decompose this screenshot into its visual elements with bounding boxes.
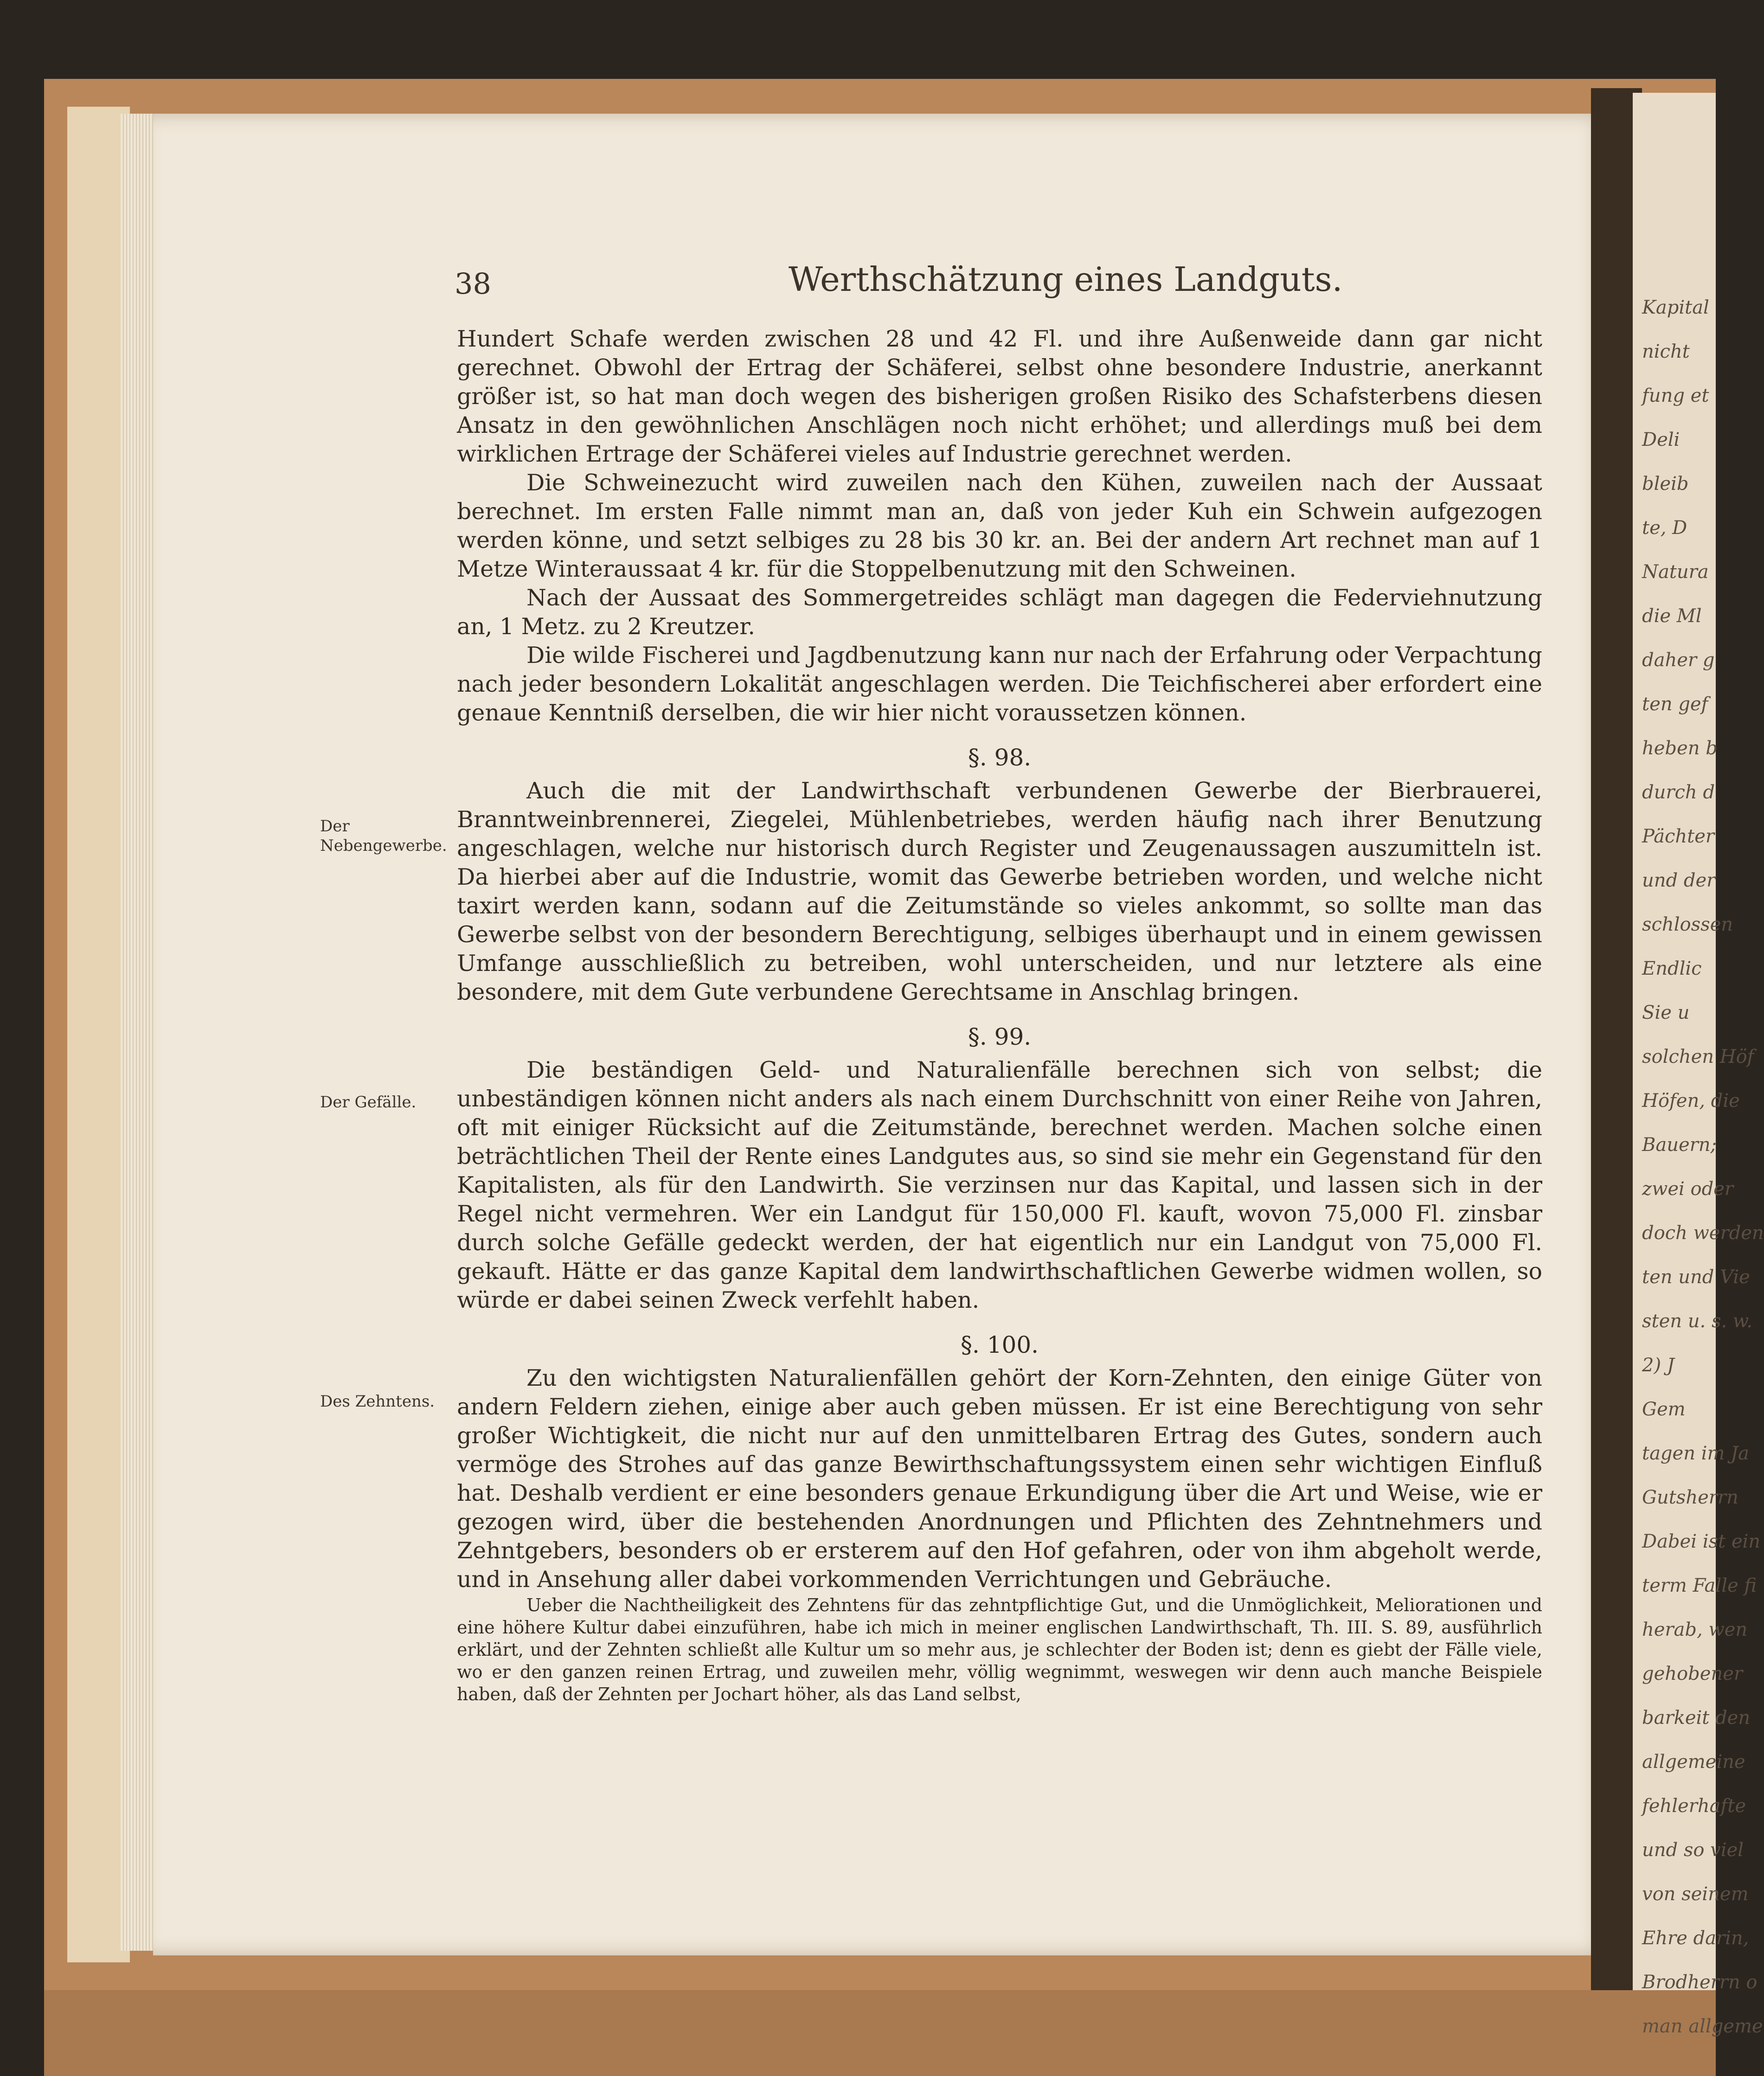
facing-page-fragment: gehobener <box>1642 1663 1743 1684</box>
margin-note-zehntens: Des Zehntens. <box>320 1392 435 1411</box>
paragraph-trades: Auch die mit der Landwirthschaft verbundenen Gewerbe der Bierbrauerei, Branntweinbrennerei, Ziegelei, Mühlenbetriebes, werden häufig nach ihrer Benutzung angeschlagen, welche nur historisch durch Register und Zeugenaussagen auszumitteln ist. Da hierbei aber auf die Industrie, womit das Gewerbe betrieben worden, und welche nicht taxirt werden kann, sodann auf die Zeitumstände so vieles ankommt, so sollte man das Gewerbe selbst von der besondern Berechtigung, selbiges überhaupt und in einem gewissen Umfange ausschließlich zu betreiben, wohl unterscheiden, und nur letztere als eine besondere, mit dem Gute verbundene Gerechtsame in Anschlag bringen. <box>457 778 1542 1005</box>
facing-page-fragment: durch d <box>1642 782 1715 803</box>
facing-page-fragment: Endlic <box>1642 958 1702 979</box>
facing-page-fragment: fehlerhafte <box>1642 1795 1746 1817</box>
facing-page-fragment: zwei oder <box>1642 1178 1733 1200</box>
facing-page-fragment: Höfen, die <box>1642 1090 1740 1112</box>
facing-page-fragment: Brodherrn o <box>1642 1972 1758 1993</box>
paragraph-sheep: Hundert Schafe werden zwischen 28 und 42 Fl. und ihre Außenweide dann gar nicht gerechnet. Obwohl der Ertrag der Schäferei, selbst ohne besondere Industrie, anerkannt größer ist, so hat man doch wegen des bisherigen großen Risiko des Schafsterbens diesen Ansatz in den gewöhnlichen Anschlägen noch nicht erhöhet; und allerdings muß bei dem wirklichen Ertrage der Schäferei vieles auf Industrie gerechnet werden. <box>457 326 1542 467</box>
paragraph-dues: Die beständigen Geld- und Naturalienfälle berechnen sich von selbst; die unbeständigen können nicht anders als nach einem Durchschnitt von einer Reihe von Jahren, oft mit einiger Rücksicht auf die Zeitumstände, berechnet werden. Machen solche einen beträchtlichen Theil der Rente eines Landgutes aus, so sind sie mehr ein Gegenstand für den Kapitalisten, als für den Landwirth. Sie verzinsen nur das Kapital, und lassen sich in der Regel nicht vermehren. Wer ein Landgut für 150,000 Fl. kauft, wovon 75,000 Fl. zinsbar durch solche Gefälle gedeckt werden, der hat eigentlich nur ein Landgut von 75,000 Fl. gekauft. Hätte er das ganze Kapital dem landwirthschaftlichen Gewerbe widmen wollen, so würde er dabei seinen Zweck verfehlt haben. <box>457 1057 1542 1313</box>
facing-page-fragment: schlossen <box>1642 914 1733 935</box>
facing-page-fragment: 2) J <box>1642 1355 1674 1376</box>
facing-page-fragment: sten u. s. w. <box>1642 1311 1753 1332</box>
facing-page-fragment: und so viel <box>1642 1839 1744 1861</box>
facing-page-fragment: Bauern; <box>1642 1134 1717 1156</box>
facing-page-fragment: tagen im Ja <box>1642 1443 1749 1464</box>
book-cover-bottom <box>44 1990 1716 2076</box>
facing-page-fragment: barkeit den <box>1642 1707 1751 1729</box>
facing-page-fragment: man allgeme <box>1642 2016 1763 2037</box>
footnote: Ueber die Nachtheiligkeit des Zehntens für das zehntpflichtige Gut, und die Unmöglichkeit, Meliorationen und eine höhere Kultur dabei einzuführen, habe ich mich in meiner englischen Landwirthschaft, Th. III. S. 89, ausführlich erklärt, und der Zehnten schließt alle Kultur um so mehr aus, je schlechter der Boden ist; denn es giebt der Fälle viele, wo er den ganzen reinen Ertrag, und zuweilen mehr, völlig wegnimmt, weswegen wir denn auch manche Beispiele haben, daß der Zehnten per Jochart höher, als das Land selbst, <box>457 1595 1542 1704</box>
facing-page-fragment: die Ml <box>1642 605 1702 627</box>
page-number: 38 <box>455 267 491 301</box>
facing-page-fragment: solchen Höf <box>1642 1046 1754 1067</box>
facing-page-fragment: te, D <box>1642 517 1687 539</box>
facing-page-fragment: Sie u <box>1642 1002 1690 1023</box>
facing-page-fragment: Natura <box>1642 561 1709 583</box>
main-text <box>457 325 1542 1705</box>
facing-page-fragment: ten gef <box>1642 694 1708 715</box>
facing-page-fragment: nicht <box>1642 341 1690 362</box>
facing-page-fragment: daher g <box>1642 649 1715 671</box>
facing-page-fragment: fung et <box>1642 385 1709 406</box>
section-99: §. 99. <box>968 1023 1032 1050</box>
page-title: Werthschätzung eines Landguts. <box>789 260 1343 299</box>
facing-page-fragment: Gutsherrn <box>1642 1487 1738 1508</box>
facing-page-fragment: herab, wen <box>1642 1619 1748 1640</box>
facing-page-fragment: doch werden <box>1642 1222 1764 1244</box>
paragraph-pigs: Die Schweinezucht wird zuweilen nach den Kühen, zuweilen nach der Aussaat berechnet. Im ersten Falle nimmt man an, daß von jeder Kuh ein Schwein aufgezogen werden könne, und setzt selbiges zu 28 bis 30 kr. an. Bei der andern Art rechnet man auf 1 Metze Winteraussaat 4 kr. für die Stoppelbenutzung mit den Schweinen. <box>457 469 1542 582</box>
facing-page-fragment: Ehre darin, <box>1642 1928 1749 1949</box>
facing-page-fragment: term Falle fi <box>1642 1575 1757 1596</box>
section-100: §. 100. <box>960 1331 1039 1358</box>
facing-page-fragment: Pächter <box>1642 826 1714 847</box>
facing-page-fragment: Gem <box>1642 1399 1686 1420</box>
paragraph-tithe: Zu den wichtigsten Naturalienfällen gehört der Korn-Zehnten, den einige Güter von andern Feldern ziehen, einige aber auch geben müssen. Er ist eine Berechtigung von sehr großer Wichtigkeit, die nicht nur auf den unmittelbaren Ertrag des Gutes, sondern auch vermöge des Strohes auf das ganze Bewirthschaftungssystem einen sehr wichtigen Einfluß hat. Deshalb verdient er eine besonders genaue Erkundigung über die Art und Weise, wie er gezogen wird, über die bestehenden Anordnungen und Pflichten des Zehntnehmers und Zehntgebers, besonders ob er ersterem auf den Hof gefahren, oder von ihm abgeholt werde, und in Ansehung aller dabei vorkommenden Verrichtungen und Gebräuche. <box>457 1365 1542 1593</box>
section-98: §. 98. <box>968 744 1032 771</box>
facing-page-fragment: Dabei ist ein <box>1642 1531 1761 1552</box>
facing-page-fragment: Deli <box>1642 429 1680 450</box>
facing-page-fragment: bleib <box>1642 473 1689 495</box>
margin-note-nebengewerbe: Der Nebengewerbe. <box>320 817 447 855</box>
paragraph-poultry: Nach der Aussaat des Sommergetreides schlägt man dagegen die Federviehnutzung an, 1 Metz. zu 2 Kreutzer. <box>457 585 1542 640</box>
facing-page <box>1633 93 1764 2037</box>
facing-page-fragment: von seinem <box>1642 1883 1749 1905</box>
margin-note-gefaelle: Der Gefälle. <box>320 1093 417 1112</box>
facing-page-fragment: allgemeine <box>1642 1751 1745 1773</box>
facing-page-fragment: heben b <box>1642 738 1718 759</box>
facing-page-fragment: Kapital <box>1642 297 1709 318</box>
facing-page-fragment: ten und Vie <box>1642 1266 1750 1288</box>
facing-page-fragment: und der <box>1642 870 1716 891</box>
paragraph-fishing: Die wilde Fischerei und Jagdbenutzung kann nur nach der Erfahrung oder Verpachtung nach jeder besondern Lokalität angeschlagen werden. Die Teichfischerei aber erfordert eine genaue Kenntniß derselben, die wir hier nicht voraussetzen können. <box>457 642 1542 726</box>
